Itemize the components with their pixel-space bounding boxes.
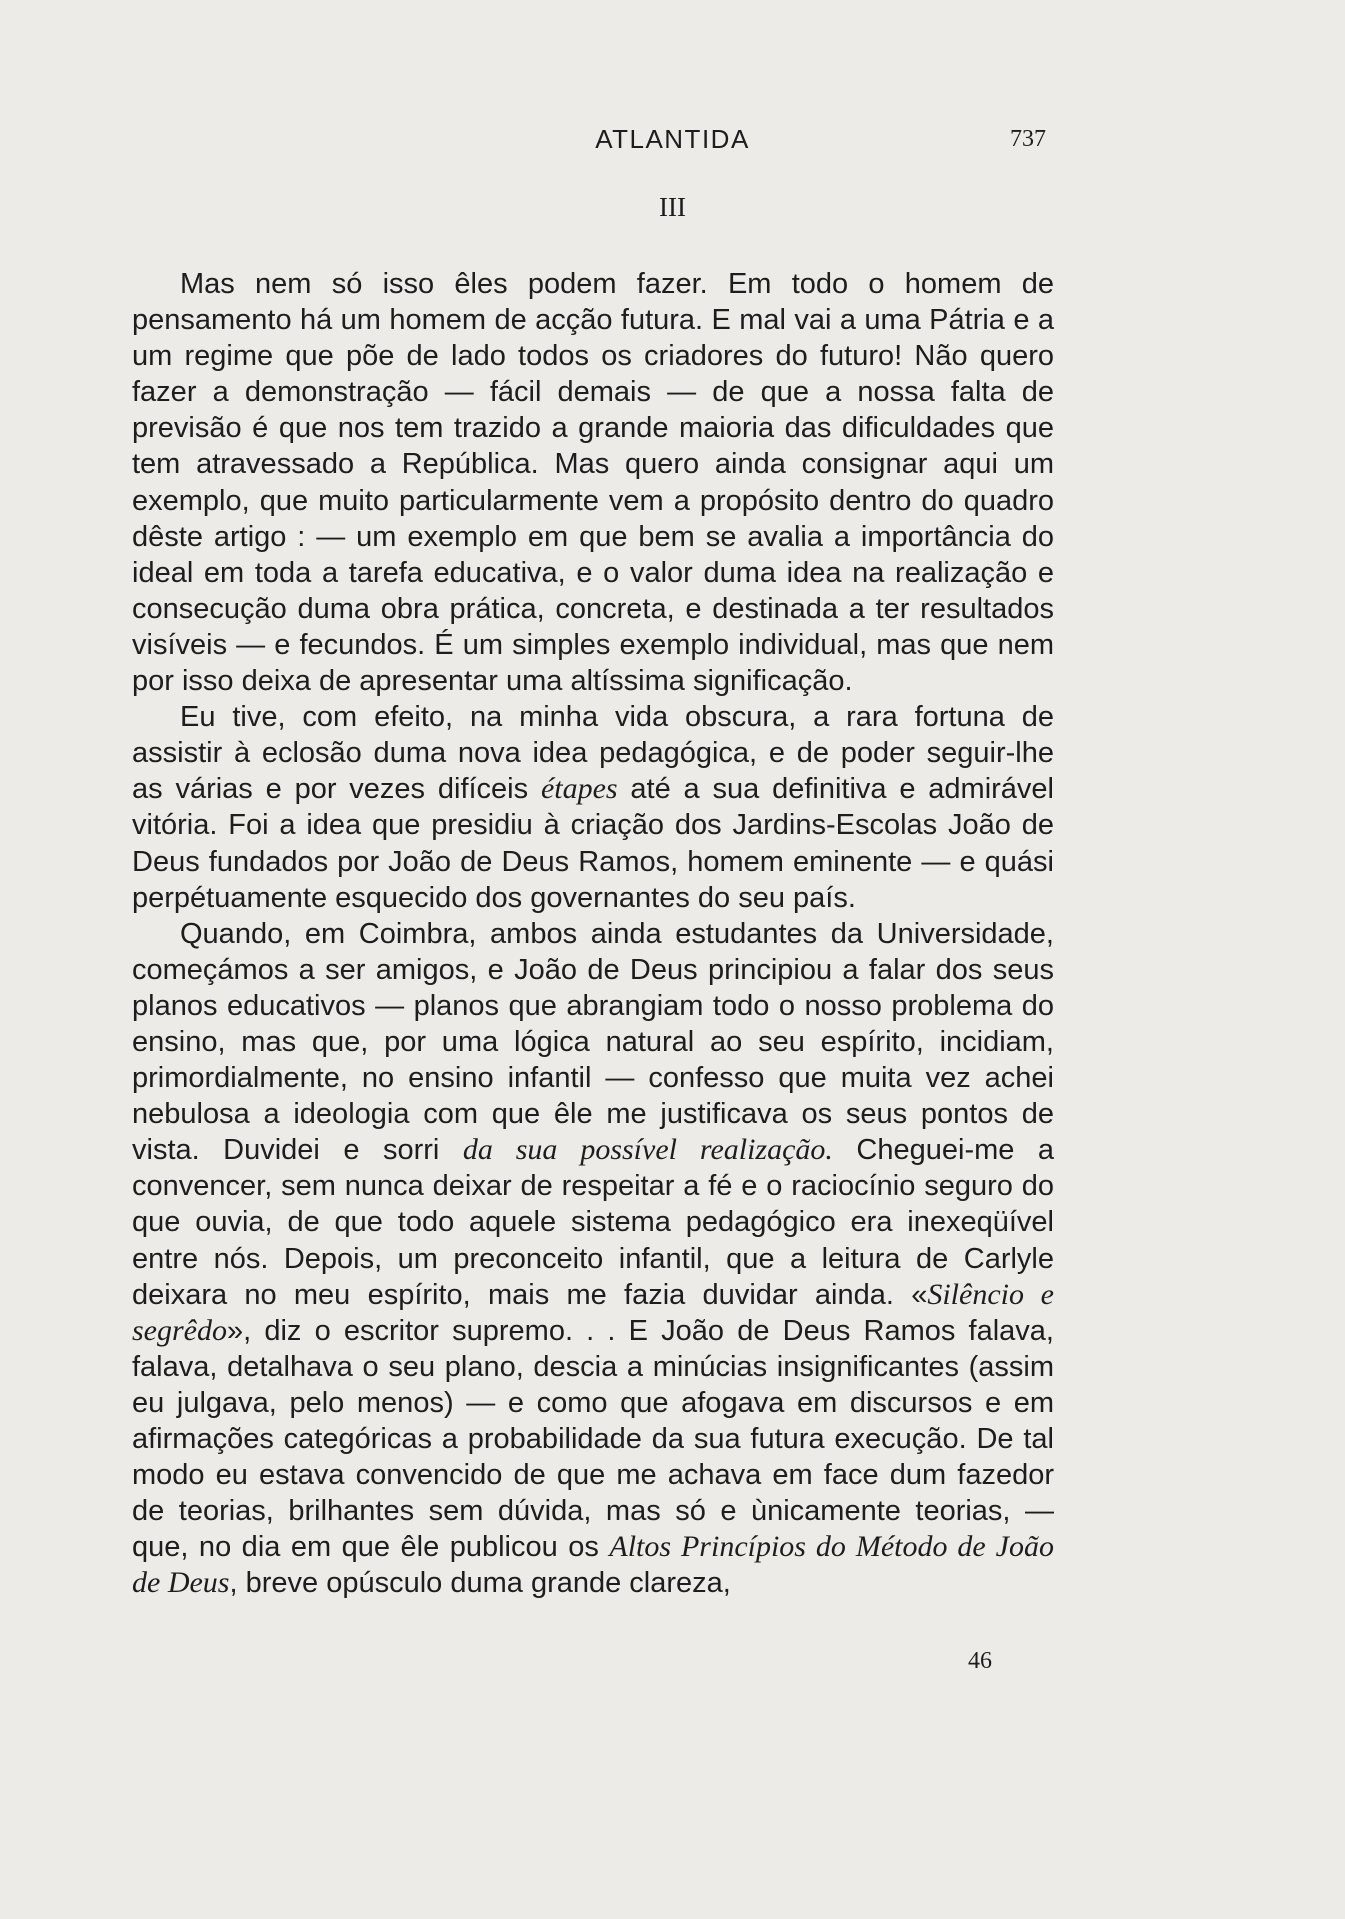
paragraph-3	[132, 916, 1054, 1602]
paragraph-1	[132, 266, 1054, 699]
paragraph-text: Cheguei-me a convencer, sem nunca deixar de respeitar a fé e o raciocínio seguro do que ouvia, de que todo aquele sistema pedagógico era inexeqüível entre nós. Depois, um preconceito infantil, que a leitura de Carlyle deixara no meu espírito, mais me fazia duvidar ainda. «	[132, 1134, 1054, 1311]
italic-phrase: da sua possível realização.	[462, 1133, 833, 1167]
page-number: 737	[1010, 126, 1046, 152]
paragraph-text: Mas nem só isso êles podem fazer. Em todo o homem de pensamento há um homem de acção futura. E mal vai a uma Pátria e a um regime que põe de lado todos os criadores do futuro! Não quero fazer a demonstração — fácil demais — de que a nossa falta de previsão é que nos tem trazido a grande maioria das dificuldades que tem atravessado a República. Mas quero ainda consignar aqui um exemplo, que muito particularmente vem a propósito dentro do quadro dêste artigo : — um exemplo em que bem se avalia a importância do ideal em toda a tarefa educativa, e o valor duma idea na realização e consecução duma obra prática, concreta, e destinada a ter resultados visíveis — e fecundos. É um simples exemplo individual, mas que nem por isso deixa de apresentar uma altíssima significação.	[132, 268, 1054, 698]
running-head	[0, 124, 1345, 156]
italic-book-title: Altos Princípios do Método de João de Deus	[132, 1530, 1054, 1600]
signature-mark: 46	[968, 1648, 992, 1674]
paragraph-text: até a sua definitiva e admirável vitória. Foi a idea que presidiu à criação dos Jardins-Escolas João de Deus fundados por João de Deus Ramos, homem eminente — e quási perpétuamente esquecido dos governantes do seu país.	[132, 773, 1054, 914]
running-title: ATLANTIDA	[595, 124, 750, 154]
body-text	[132, 266, 1054, 1601]
paragraph-2	[132, 699, 1054, 916]
section-numeral: III	[659, 192, 686, 222]
italic-term: étapes	[540, 772, 618, 806]
paragraph-text: , breve opúsculo duma grande clareza,	[229, 1567, 731, 1600]
paragraph-text: Eu tive, com efeito, na minha vida obscura, a rara fortuna de assistir à eclosão duma nova idea pedagógica, e de poder seguir-lhe as várias e por vezes difíceis	[132, 701, 1054, 806]
paragraph-text: », diz o escritor supremo. . . E João de Deus Ramos falava, falava, detalhava o seu plano, descia a minúcias insignificantes (assim eu julgava, pelo menos) — e como que afogava em discursos e em afirmações categóricas a probabilidade da sua futura execução. De tal modo eu estava convencido de que me achava em face dum fazedor de teorias, brilhantes sem dúvida, mas só e ùnicamente teorias, — que, no dia em que êle publicou os	[132, 1314, 1054, 1564]
italic-quote: Silêncio e segrêdo	[132, 1277, 1055, 1347]
paragraph-text: Quando, em Coimbra, ambos ainda estudantes da Universidade, começámos a ser amigos, e João de Deus principiou a falar dos seus planos educativos — planos que abrangiam todo o nosso problema do ensino, mas que, por uma lógica natural ao seu espírito, incidiam, primordialmente, no ensino infantil — confesso que muita vez achei nebulosa a ideologia com que êle me justificava os seus pontos de vista. Duvidei e sorri	[132, 917, 1054, 1167]
